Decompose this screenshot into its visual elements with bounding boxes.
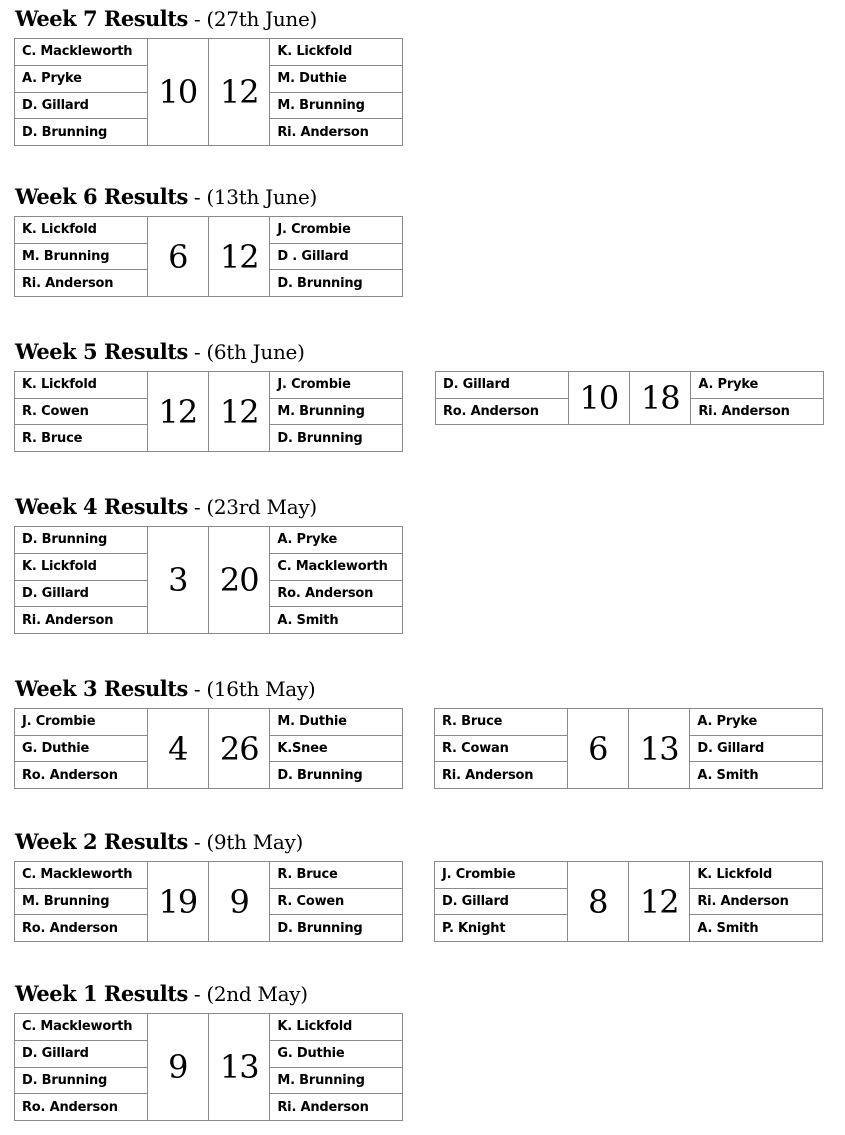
player-name: J. Crombie xyxy=(15,709,147,736)
match-result-card xyxy=(434,861,823,942)
week-date: - (16th May) xyxy=(187,677,316,701)
away-team-list xyxy=(689,862,822,941)
player-name: Ri. Anderson xyxy=(698,403,790,419)
home-score: 10 xyxy=(148,39,209,145)
player-name: R. Bruce xyxy=(270,862,402,889)
week-date: - (2nd May) xyxy=(187,982,308,1006)
player-name: D. Gillard xyxy=(15,1041,147,1068)
away-score: 12 xyxy=(219,392,259,431)
player-name: K. Lickfold xyxy=(270,1014,402,1041)
player-name: C. Mackleworth xyxy=(270,554,402,581)
player-name: C. Mackleworth xyxy=(15,862,147,889)
week-title: Week 7 Results xyxy=(15,6,188,31)
player-name: A. Pryke xyxy=(270,527,402,554)
match-result-card xyxy=(14,38,403,146)
away-team-list xyxy=(269,1014,402,1120)
away-score: 26 xyxy=(219,729,259,768)
week-date: - (23rd May) xyxy=(187,495,317,519)
home-team-list xyxy=(15,709,148,788)
home-team-list xyxy=(15,1014,148,1120)
match-result-card xyxy=(14,1013,403,1121)
match-result-card xyxy=(14,708,403,789)
player-name: K. Lickfold xyxy=(270,39,402,66)
week-heading xyxy=(15,674,315,704)
home-team-list xyxy=(435,862,568,941)
away-score: 12 xyxy=(219,73,259,111)
player-name: A. Pryke xyxy=(690,709,822,736)
match-result-card xyxy=(14,526,403,634)
player-name: D. Gillard xyxy=(436,372,568,399)
player-name: Ro. Anderson xyxy=(22,767,118,783)
home-team-list xyxy=(15,372,148,451)
player-name: D. Gillard xyxy=(15,581,147,608)
home-score: 3 xyxy=(148,527,209,633)
player-name: J. Crombie xyxy=(270,372,402,399)
week-title: Week 2 Results xyxy=(15,829,188,854)
week-date: - (27th June) xyxy=(187,7,318,31)
week-heading xyxy=(15,492,317,522)
player-name: D. Brunning xyxy=(277,920,363,936)
home-score: 8 xyxy=(568,862,629,941)
week-title: Week 4 Results xyxy=(15,494,188,519)
player-name: Ri. Anderson xyxy=(442,767,534,783)
player-name: J. Crombie xyxy=(270,217,402,244)
player-name: M. Brunning xyxy=(270,399,402,426)
player-name: R. Cowen xyxy=(270,889,402,916)
player-name: Ro. Anderson xyxy=(443,403,539,419)
player-name: M. Brunning xyxy=(15,244,147,271)
home-team-list xyxy=(15,862,148,941)
player-name: G. Duthie xyxy=(15,736,147,763)
player-name: K. Lickfold xyxy=(690,862,822,889)
player-name: M. Duthie xyxy=(270,709,402,736)
player-name: K. Lickfold xyxy=(15,217,147,244)
away-score: 9 xyxy=(229,882,249,921)
away-score: 18 xyxy=(640,379,680,417)
player-name: Ri. Anderson xyxy=(22,275,114,291)
player-name: C. Mackleworth xyxy=(15,1014,147,1041)
player-name: A. Smith xyxy=(277,612,339,628)
match-result-card xyxy=(14,371,403,452)
home-score: 12 xyxy=(148,372,209,451)
player-name: D. Brunning xyxy=(277,275,363,291)
player-name: M. Brunning xyxy=(270,93,402,120)
player-name: D. Brunning xyxy=(277,430,363,446)
player-name: D . Gillard xyxy=(270,244,402,271)
player-name: D. Brunning xyxy=(277,767,363,783)
home-score: 10 xyxy=(569,372,630,424)
player-name: D. Gillard xyxy=(690,736,822,763)
match-result-card xyxy=(435,371,824,425)
week-title: Week 3 Results xyxy=(15,676,188,701)
away-team-list xyxy=(269,39,402,145)
player-name: M. Brunning xyxy=(15,889,147,916)
away-team-list xyxy=(690,372,823,424)
week-title: Week 6 Results xyxy=(15,184,188,209)
week-title: Week 5 Results xyxy=(15,339,188,364)
player-name: K.Snee xyxy=(270,736,402,763)
match-result-card xyxy=(14,861,403,942)
player-name: A. Smith xyxy=(697,920,759,936)
player-name: R. Bruce xyxy=(22,430,83,446)
player-name: R. Bruce xyxy=(435,709,567,736)
away-score: 20 xyxy=(219,561,259,599)
week-heading xyxy=(15,337,305,367)
week-heading xyxy=(15,827,303,857)
home-team-list xyxy=(15,527,148,633)
away-team-list xyxy=(269,372,402,451)
player-name: D. Brunning xyxy=(15,527,147,554)
away-score: 12 xyxy=(219,237,259,276)
home-score: 19 xyxy=(148,862,209,941)
away-team-list xyxy=(269,527,402,633)
week-heading xyxy=(15,4,317,34)
away-team-list xyxy=(689,709,822,788)
player-name: G. Duthie xyxy=(270,1041,402,1068)
player-name: Ro. Anderson xyxy=(22,920,118,936)
player-name: D. Brunning xyxy=(22,124,108,140)
player-name: J. Crombie xyxy=(435,862,567,889)
player-name: A. Smith xyxy=(697,767,759,783)
home-team-list xyxy=(435,709,568,788)
away-team-list xyxy=(269,709,402,788)
player-name: M. Brunning xyxy=(270,1068,402,1095)
home-score: 4 xyxy=(148,709,209,788)
away-score: 13 xyxy=(639,729,679,768)
home-score: 6 xyxy=(568,709,629,788)
home-team-list xyxy=(15,39,148,145)
player-name: A. Pryke xyxy=(15,66,147,93)
home-team-list xyxy=(436,372,569,424)
player-name: P. Knight xyxy=(442,920,506,936)
away-team-list xyxy=(269,217,402,296)
week-title: Week 1 Results xyxy=(15,981,188,1006)
player-name: M. Duthie xyxy=(270,66,402,93)
player-name: Ri. Anderson xyxy=(277,124,369,140)
player-name: D. Gillard xyxy=(15,93,147,120)
player-name: K. Lickfold xyxy=(15,372,147,399)
away-score: 13 xyxy=(219,1048,259,1086)
match-result-card xyxy=(14,216,403,297)
player-name: A. Pryke xyxy=(691,372,823,399)
week-date: - (13th June) xyxy=(187,185,318,209)
player-name: K. Lickfold xyxy=(15,554,147,581)
week-heading xyxy=(15,979,308,1009)
player-name: Ri. Anderson xyxy=(22,612,114,628)
match-result-card xyxy=(434,708,823,789)
player-name: C. Mackleworth xyxy=(15,39,147,66)
away-team-list xyxy=(269,862,402,941)
home-score: 9 xyxy=(148,1014,209,1120)
week-date: - (6th June) xyxy=(187,340,305,364)
player-name: D. Gillard xyxy=(435,889,567,916)
week-heading xyxy=(15,182,317,212)
player-name: Ri. Anderson xyxy=(277,1099,369,1115)
player-name: Ro. Anderson xyxy=(22,1099,118,1115)
player-name: Ri. Anderson xyxy=(690,889,822,916)
player-name: R. Cowen xyxy=(15,399,147,426)
home-team-list xyxy=(15,217,148,296)
player-name: D. Brunning xyxy=(15,1068,147,1095)
home-score: 6 xyxy=(148,217,209,296)
away-score: 12 xyxy=(639,882,679,921)
player-name: R. Cowan xyxy=(435,736,567,763)
player-name: Ro. Anderson xyxy=(270,581,402,608)
week-date: - (9th May) xyxy=(187,830,303,854)
